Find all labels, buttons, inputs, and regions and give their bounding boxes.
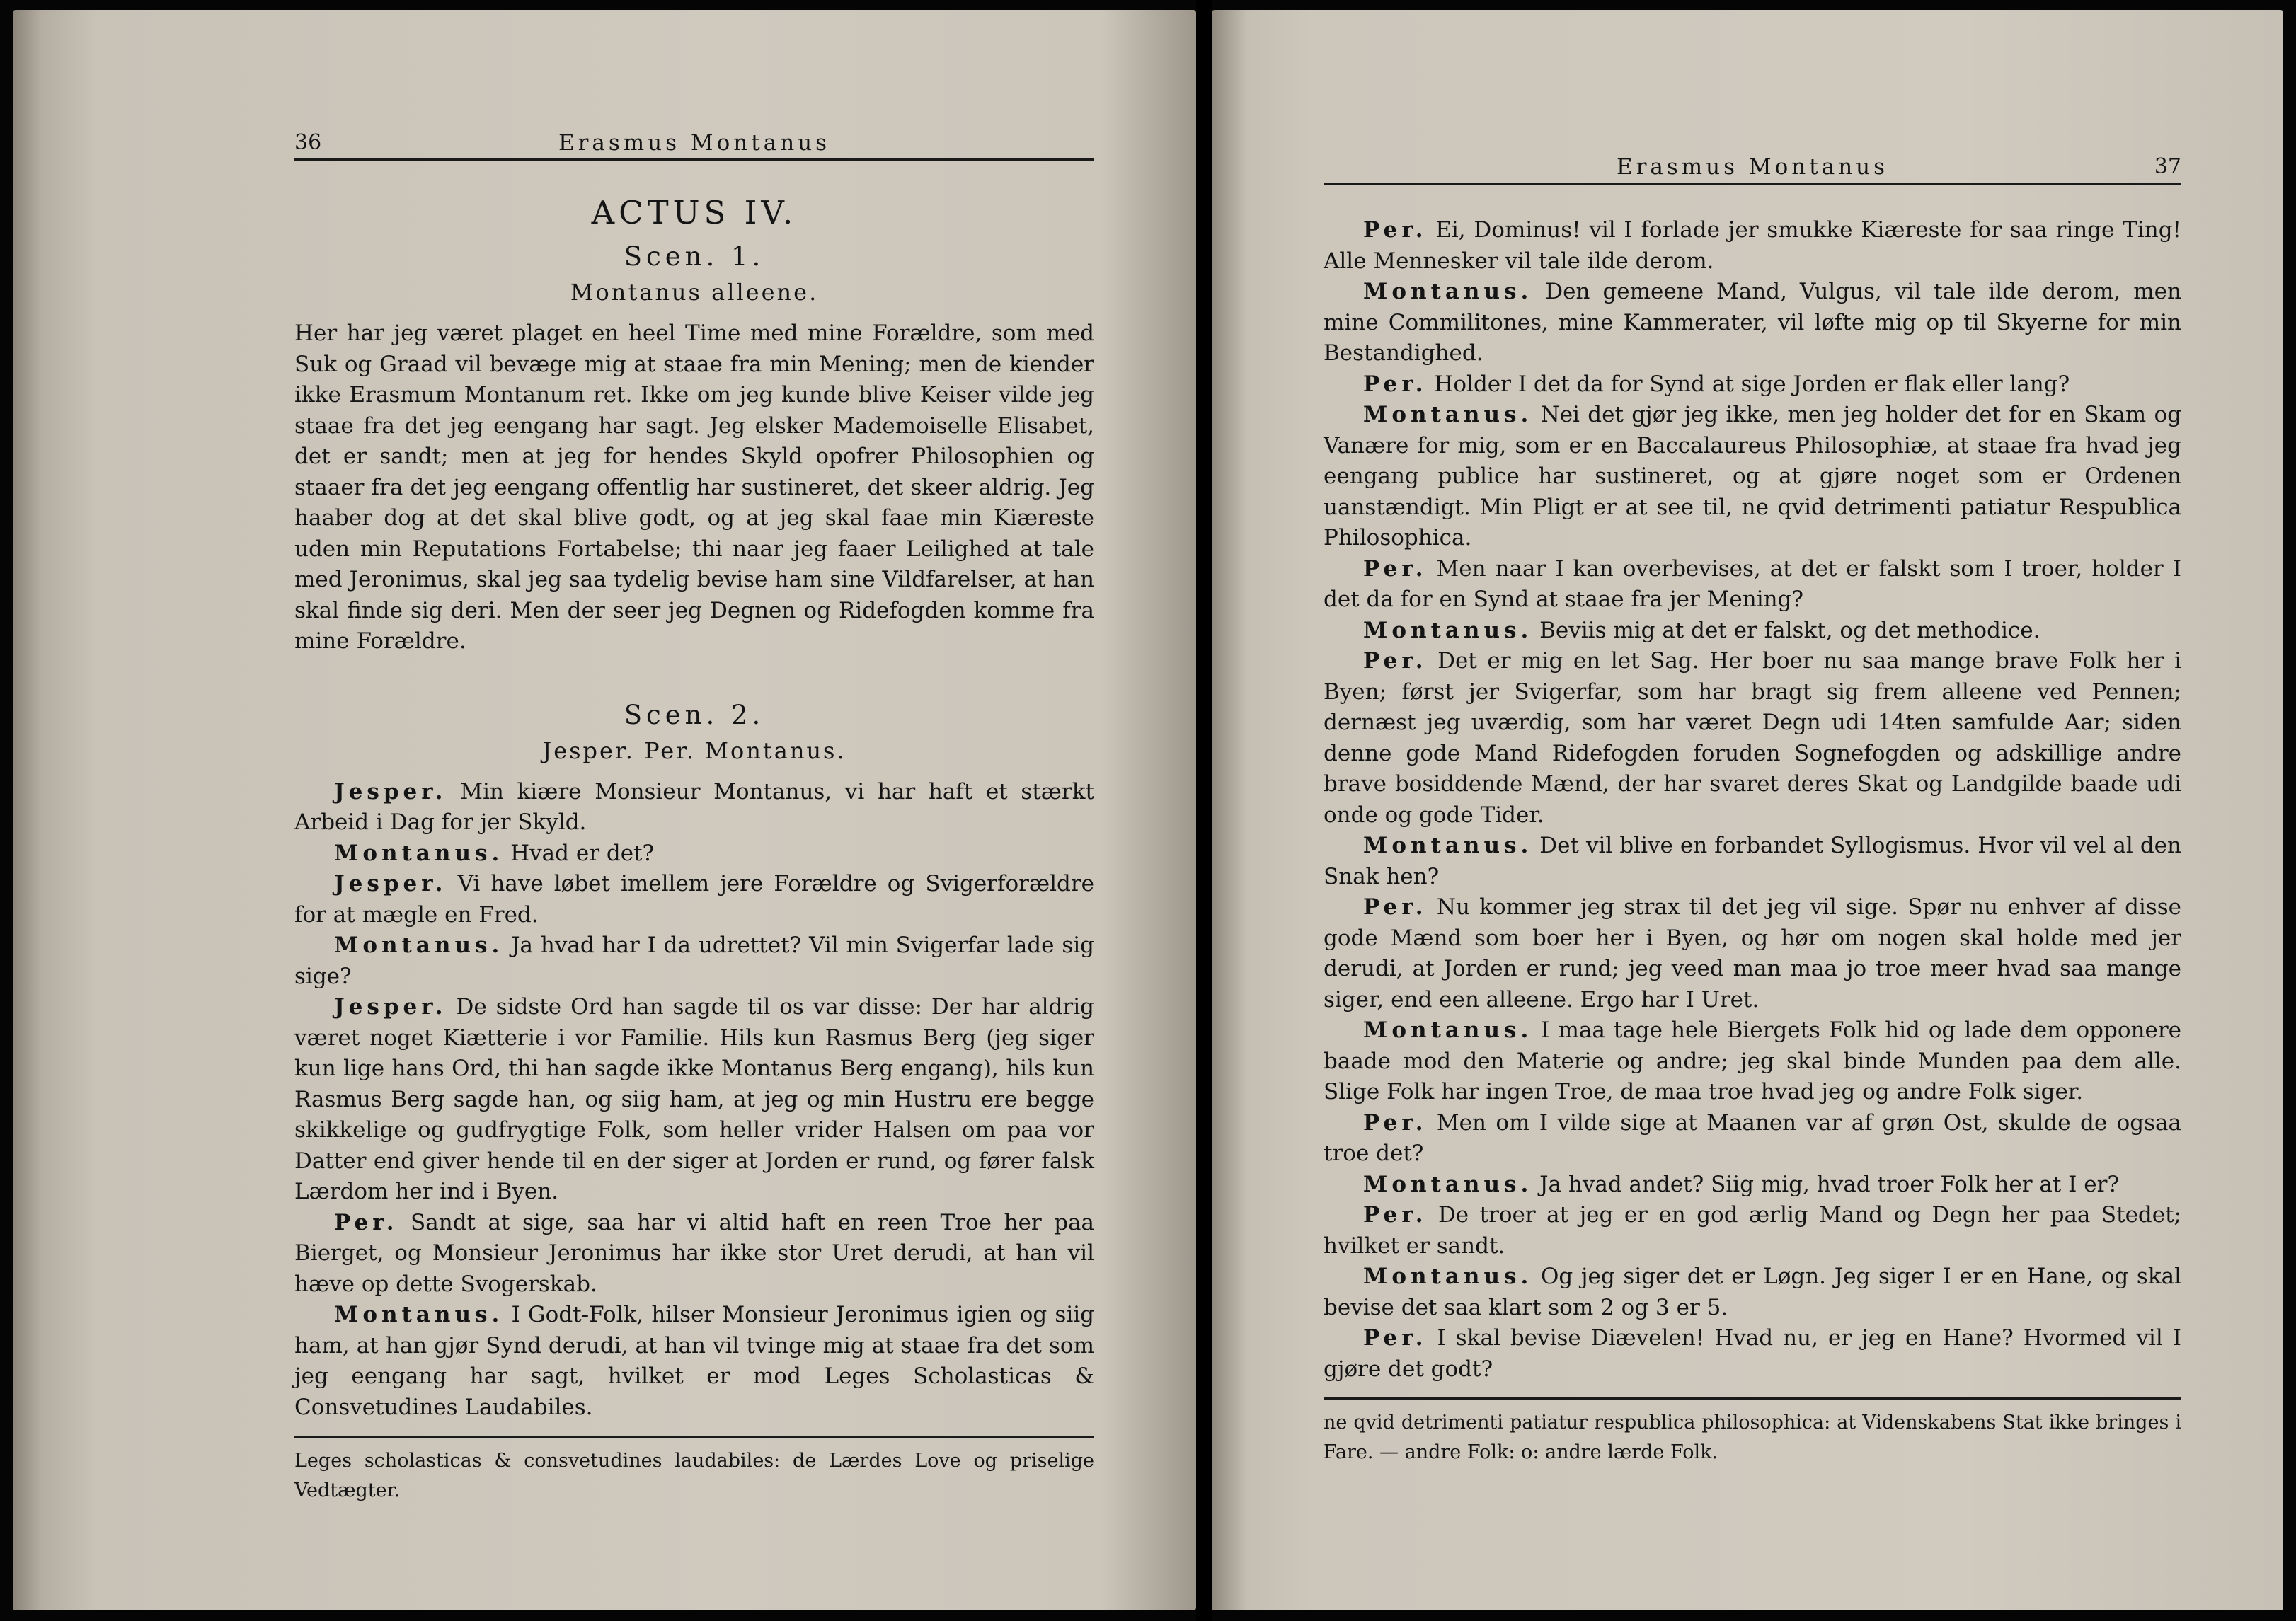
speaker-name: Montanus. bbox=[334, 840, 504, 866]
dialogue-line bbox=[1324, 277, 2181, 369]
speaker-name: Per. bbox=[1363, 1109, 1428, 1136]
dialogue-line bbox=[1324, 892, 2181, 1015]
speech-text: Sandt at sige, saa har vi altid haft en reen Troe her paa Bierget, og Monsieur Jeronimus har ikke stor Uret derudi, at han vil hæve op dette Svogerskab. bbox=[294, 1209, 1095, 1297]
dialogue-line bbox=[1324, 554, 2181, 616]
speaker-name: Jesper. bbox=[334, 871, 447, 896]
running-title-right: Erasmus Montanus bbox=[1616, 154, 1889, 180]
speech-text: Hvad er det? bbox=[510, 840, 655, 866]
dialogue-line bbox=[1324, 646, 2181, 831]
speaker-name: Per. bbox=[1363, 555, 1428, 582]
scene1-persons: Montanus alleene. bbox=[570, 279, 819, 306]
dialogue-line bbox=[294, 992, 1094, 1208]
speech-text: I skal bevise Diævelen! Hvad nu, er jeg en Hane? Hvormed vil I gjøre det godt? bbox=[1324, 1325, 2181, 1382]
speech-text: Ja hvad andet? Siig mig, hvad troer Folk her at I er? bbox=[1539, 1171, 2120, 1197]
speaker-name: Jesper. bbox=[334, 994, 447, 1020]
speech-text: Det er mig en let Sag. Her boer nu saa mange brave Folk her i Byen; først jer Svigerfar, som har bragt sig frem alleene ved Pennen; dernæst jeg uværdig, som har været Degn udi 14ten samfulde Aar; siden denne gode Mand Ridefogden foruden Sognefogden og adskillige andre brave bosiddende Mænd, der har svaret deres Skat og Landgilde baade udi onde og gode Tider. bbox=[1324, 648, 2182, 828]
speech-text: Min kiære Monsieur Montanus, vi har haft et stærkt Arbeid i Dag for jer Skyld. bbox=[294, 778, 1094, 835]
speech-text: Beviis mig at det er falskt, og det methodice. bbox=[1539, 617, 2040, 643]
speaker-name: Per. bbox=[334, 1209, 398, 1235]
dialogue-line bbox=[1324, 616, 2181, 647]
dialogue-line bbox=[294, 869, 1094, 930]
speech-text: Men naar I kan overbevises, at det er falskt som I troer, holder I det da for en Synd at staae fra jer Mening? bbox=[1324, 555, 2181, 612]
speaker-name: Per. bbox=[1363, 1325, 1428, 1351]
speech-text: Men om I vilde sige at Maanen var af grøn Ost, skulde de ogsaa troe det? bbox=[1324, 1109, 2181, 1166]
dialogue-line bbox=[294, 838, 1094, 870]
dialogue-line bbox=[1324, 1323, 2181, 1385]
speech-text: Nu kommer jeg strax til det jeg vil sige. Spør nu enhver af disse gode Mænd som boer her i Byen, og hør om nogen skal holde med jer derudi, at Jorden er rund; jeg veed man maa jo troe meer hvad saa mange siger, end een alleene. Ergo har I Uret. bbox=[1324, 894, 2181, 1013]
dialogue-line bbox=[1324, 1200, 2181, 1262]
speaker-name: Montanus. bbox=[334, 933, 504, 958]
footnote-rule-right bbox=[1324, 1397, 2181, 1400]
speaker-name: Montanus. bbox=[1363, 1017, 1533, 1043]
speech-text: Ja hvad har I da udrettet? Vil min Svigerfar lade sig sige? bbox=[294, 933, 1094, 989]
speech-text: Og jeg siger det er Løgn. Jeg siger I er en Hane, og skal bevise det saa klart som 2 og 3 er 5. bbox=[1324, 1264, 2182, 1320]
dialogue-line bbox=[1324, 215, 2181, 277]
header-rule-left bbox=[294, 158, 1094, 161]
dialogue-line bbox=[1324, 1170, 2181, 1201]
speaker-name: Jesper. bbox=[334, 778, 447, 804]
speech-text: Det vil blive en forbandet Syllogismus. Hvor vil vel al den Snak hen? bbox=[1324, 833, 2181, 889]
scene1-heading: Scen. 1. bbox=[624, 241, 765, 272]
speaker-name: Montanus. bbox=[1363, 279, 1533, 304]
right-page bbox=[1212, 10, 2283, 1610]
speech-text: Den gemeene Mand, Vulgus, vil tale ilde derom, men mine Commilitones, mine Kammerater, vil løfte mig op til Skyerne for min Bestandighed. bbox=[1324, 279, 2181, 366]
left-running-head bbox=[294, 130, 1094, 161]
act-heading: ACTUS IV. bbox=[591, 194, 798, 231]
dialogue-line bbox=[294, 777, 1094, 838]
speech-text: Nei det gjør jeg ikke, men jeg holder det for en Skam og Vanære for mig, som er en Baccalaureus Philosophiæ, at staae fra hvad jeg eengang publice har sustineret, og at gjøre noget som er Ordenen uanstændigt. Min Pligt er at see til, ne qvid detrimenti patiatur Respublica Philosophica. bbox=[1324, 402, 2182, 550]
speaker-name: Per. bbox=[1363, 1202, 1428, 1228]
right-running-head bbox=[1324, 154, 2181, 185]
footnote-right: ne qvid detrimenti patiatur respublica philosophica: at Videnskabens Stat ikke bringes i Fare. — andre Folk: o: andre lærde Folk. bbox=[1324, 1412, 2181, 1463]
dialogue-line bbox=[294, 1208, 1094, 1300]
dialogue-line bbox=[1324, 1262, 2181, 1323]
dialogue-line bbox=[1324, 1015, 2181, 1108]
speech-text: I maa tage hele Biergets Folk hid og lade dem opponere baade mod den Materie og andre; jeg skal binde Munden paa dem alle. Slige Folk har ingen Troe, de maa troe hvad jeg og andre Folk siger. bbox=[1324, 1017, 2181, 1104]
scene2-heading: Scen. 2. bbox=[624, 699, 765, 730]
dialogue-line bbox=[1324, 400, 2181, 554]
speaker-name: Montanus. bbox=[1363, 1264, 1533, 1289]
speech-text: Vi have løbet imellem jere Forældre og Svigerforældre for at mægle en Fred. bbox=[294, 871, 1095, 928]
speech-text: De sidste Ord han sagde til os var disse: Der har aldrig været noget Kiætterie i vor Familie. Hils kun Rasmus Berg (jeg siger kun lige hans Ord, thi han sagde ikke Montanus Berg engang), hils kun Rasmus Berg sagde han, og siig ham, at jeg og min Hustru ere begge skikkelige og gudfrygtige Folk, som heller vrider Halsen om paa vor Datter end giver hende til en der siger at Jorden er rund, og fører falsk Lærdom her ind i Byen. bbox=[294, 994, 1095, 1204]
speaker-name: Montanus. bbox=[334, 1302, 504, 1327]
dialogue-line bbox=[294, 930, 1094, 992]
dialogue-line bbox=[1324, 831, 2181, 892]
right-body bbox=[1324, 215, 2181, 1467]
speaker-name: Montanus. bbox=[1363, 1171, 1533, 1197]
book-gutter bbox=[1196, 0, 1212, 1621]
speech-text: Ei, Dominus! vil I forlade jer smukke Kiæreste for saa ringe Ting! Alle Mennesker vil tale ilde derom. bbox=[1324, 217, 2181, 274]
scene1-monologue: Her har jeg været plaget en heel Time med mine Forældre, som med Suk og Graad vil bevæge mig at staae fra min Mening; men de kiender ikke Erasmum Montanum ret. Ikke om jeg kunde blive Keiser vilde jeg staae fra det jeg eengang har sagt. Jeg elsker Mademoiselle Elisabet, det er sandt; men at jeg for hendes Skyld opofrer Philosophien og staaer fra det jeg eengang offentlig har sustineret, det skeer aldrig. Jeg haaber dog at det skal blive godt, og at jeg skal faae min Kiæreste uden min Reputations Fortabelse; thi naar jeg faaer Leilighed at tale med Jeronimus, skal jeg saa tydelig bevise ham sine Vildfarelser, at han skal finde sig deri. Men der seer jeg Degnen og Ridefogden komme fra mine Forældre. bbox=[294, 321, 1094, 654]
footnote-left: Leges scholasticas & consvetudines laudabiles: de Lærdes Love og priselige Vedtægter. bbox=[294, 1450, 1094, 1501]
speaker-name: Montanus. bbox=[1363, 617, 1533, 643]
speech-text: Holder I det da for Synd at sige Jorden er flak eller lang? bbox=[1434, 371, 2070, 397]
speaker-name: Per. bbox=[1363, 371, 1428, 397]
footnote-rule-left bbox=[294, 1436, 1094, 1438]
left-page bbox=[13, 10, 1196, 1610]
header-rule-right bbox=[1324, 183, 2181, 185]
dialogue-line bbox=[1324, 369, 2181, 400]
dialogue-line bbox=[294, 1300, 1094, 1423]
speaker-name: Per. bbox=[1363, 217, 1428, 243]
page-number-left: 36 bbox=[294, 130, 322, 155]
page-number-right: 37 bbox=[2154, 154, 2181, 179]
scene2-persons: Jesper. Per. Montanus. bbox=[542, 737, 846, 764]
speech-text: I Godt-Folk, hilser Monsieur Jeronimus igien og siig ham, at han gjør Synd derudi, at han vil tvinge mig at staae fra det som jeg eengang har sagt, hvilket er mod Leges Scholasticas & Consvetudines Laudabiles. bbox=[294, 1302, 1094, 1420]
left-body bbox=[294, 180, 1094, 1506]
speech-text: De troer at jeg er en god ærlig Mand og Degn her paa Stedet; hvilket er sandt. bbox=[1324, 1202, 2181, 1259]
speaker-name: Montanus. bbox=[1363, 833, 1533, 858]
dialogue-line bbox=[1324, 1108, 2181, 1170]
running-title-left: Erasmus Montanus bbox=[558, 130, 831, 156]
speaker-name: Montanus. bbox=[1363, 402, 1533, 427]
speaker-name: Per. bbox=[1363, 894, 1428, 920]
speaker-name: Per. bbox=[1363, 648, 1428, 674]
